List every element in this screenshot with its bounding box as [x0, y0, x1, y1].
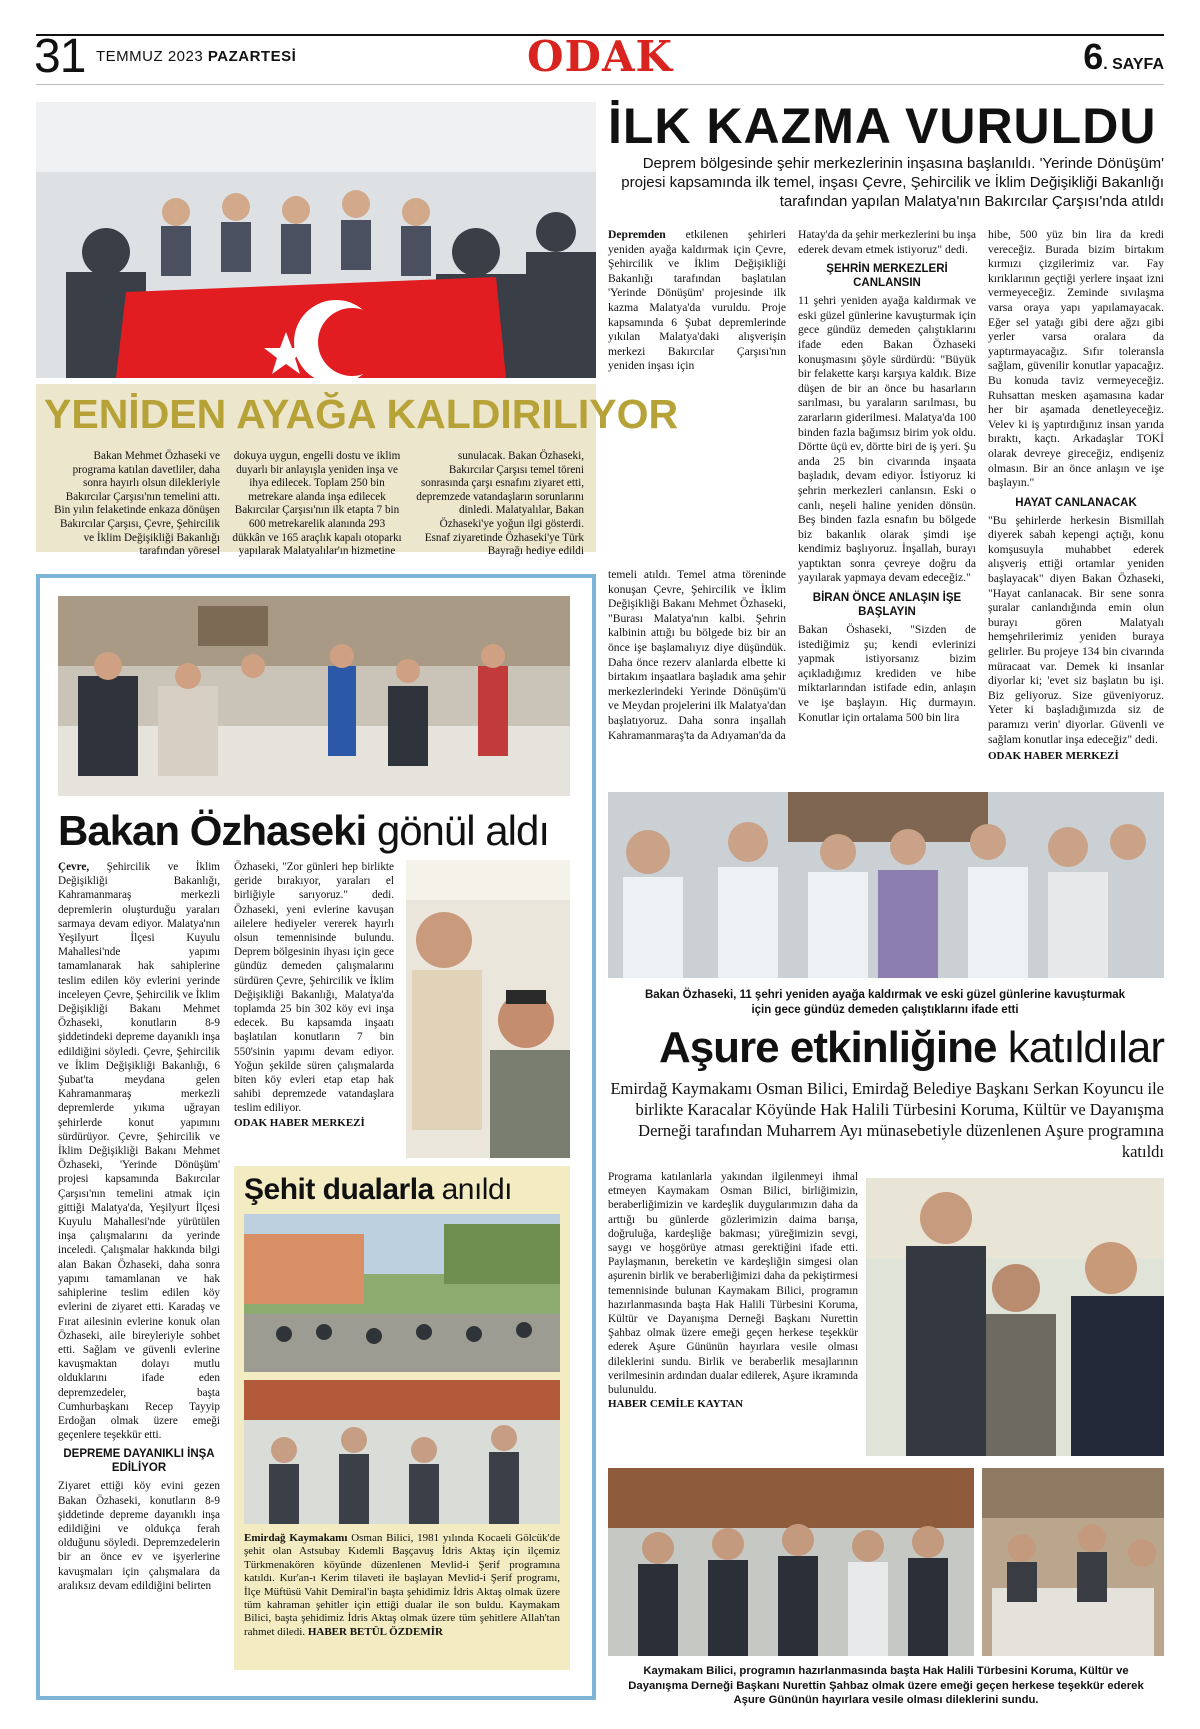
subheading-biran: BİRAN ÖNCE ANLAŞIN İŞE BAŞLAYIN — [812, 592, 962, 619]
subheading-sehrin: ŞEHRİN MERKEZLERİ CANLANSIN — [826, 263, 948, 290]
odak-logo — [520, 32, 680, 81]
ilk-kazma-deck: Deprem bölgesinde şehir merkezlerinin inşasına başlanıldı. 'Yerinde Dönüşüm' projesi kapsamında ilk temel, inşası Çevre, Şehircilik ve İklim Değişikliği Bakanlığı tarafından yapılan Malatya'nın Bakırcılar Çarşısı'nda atıldı — [621, 155, 1164, 210]
subheading-depreme: DEPREME DAYANIKLI İNŞA EDİLİYOR — [63, 1448, 215, 1475]
gonul-col1: Çevre, Şehircilik ve İklim Değişikliği Bakanlığı, Kahramanmaraş merkezli depremlerin oluşturduğu yaraları sarmaya devam ediyor. Malatya'nın Yeşilyurt İlçesi Kuyulu Mahallesi'nde yapımı tamamlanarak hak sahiplerine teslim edilen köy evlerini yerinde inceleyen Çevre, Şehircilik ve İklim Değişikliği Bakanı Mehmet Özhaseki, konutların 8-9 şiddetindeki depreme dayanıklı inşa edildiğini söyledi. Çevre, Şehircilik ve İklim Değişikliği Bakanlığı, 6 Şubat'ta meydana gelen Kahramanmaraş merkezli depremlerde yıkıma uğrayan şehirlerde konut yapımını sürdürüyor. Çevre, Şehircilik ve İklim Değişikliği Bakanı Mehmet Özhaseki, 'Yerinde Dönüşüm' projesi kapsamında Bakırcılar Çarşısı'nın temelini atmak için gittiği Malatya'da, Yeşilyurt İlçesi Kuyulu Mahallesi'nde yürütülen inşa çalışmalarını da yerinde inceledi. Çalışmalar hakkında bilgi alan Bakan Özhaseki, daha sonra yapımı tamamlanan ve hak sahiplerine teslim edilen köy evlerini de ziyaret etti. Karadaş ve Fırat ailesinin evlerine konuk olan Özhaseki, aile bireyleriyle sohbet etti. Sağlam ve güvenli evlerine kavuşmaktan dolayı mutlu olduklarını ifade eden depremzedeler, başta Cumhurbaşkanı Recep Tayyip Erdoğan olmak üzere emeği geçenlere teşekkür etti. DEPREME DAYANIKLI İNŞA EDİLİYOR Ziyaret ettiği köy evini gezen Bakan Özhaseki, konutların 8-9 şiddetinde depreme dayanıklı inşa edildiğini ve oldukça ferah olduğunu söyledi. Depremzedelerin bir an önce ev ve işyerlerine kavuşmaları için çalışmalara da aralıksız devam edildiğini belirten — [58, 861, 220, 1592]
asure-headline: Aşure etkinliğine katıldılar — [658, 1023, 1164, 1072]
ilk-kazma-headline: İLK KAZMA VURULDU — [608, 98, 1157, 154]
prayer-photo — [244, 1380, 560, 1524]
sehit-text: Emirdağ Kaymakamı Osman Bilici, 1981 yılında Kocaeli Gölcük'de şehit olan Astsubay Kıdemli Başçavuş İdris Aktaş için ilçemiz Türkmenakören köyünde düzenlenen Mevlid-i Şerif programına katıldı. Kur'an-ı Kerim tilaveti ile başlayan Mevlid-i Şerif programı, İlçe Müftüsü Vahit Demiral'in başta şehidimiz İdris Aktaş olmak üzere tüm kahraman şehitler için ettiği dualar ile son buldu. Kaymakam Bilici, başta şehidimiz İdris Aktaş olmak üzere tüm şehitlere Allah'tan rahmet diledi. HABER BETÜL ÖZDEMİR — [244, 1532, 560, 1638]
gonul-headline: Bakan Özhaseki gönül aldı — [58, 807, 549, 854]
asure-deck: Emirdağ Kaymakamı Osman Bilici, Emirdağ Belediye Başkanı Serkan Koyuncu ile birlikte Karacalar Köyünde Hak Halili Türbesini Koruma, Kültür ve Dayanışma Derneği tarafından Muharrem Ayı münasebetiyle düzenlenen Aşure programına katıldı — [610, 1079, 1164, 1161]
table-photo — [982, 1468, 1164, 1656]
mevlid-garden-photo — [244, 1214, 560, 1372]
bottom-photo-caption: Kaymakam Bilici, programın hazırlanmasında başta Hak Halili Türbesini Koruma, Kültür ve Dayanışma Derneği Başkanı Nurettin Şahbaz olmak üzere emeği geçen herkese teşekkür ederek Aşure Gününün hayırlara vesile olması dileklerini sundu. — [628, 1665, 1144, 1706]
flag-ceremony-photo — [36, 102, 596, 378]
crowd-photo-caption: Bakan Özhaseki, 11 şehri yeniden ayağa kaldırmak ve eski güzel günlerine kavuşturmak için gece gündüz demeden çalıştıklarını ifade etti — [644, 989, 1126, 1016]
sehit-headline: Şehit dualarla anıldı — [244, 1173, 512, 1206]
home-visit-photo — [58, 596, 570, 796]
credit-odak: ODAK HABER MERKEZİ — [988, 750, 1119, 763]
ilk-kazma-col3: hibe, 500 yüz bin lira da kredi vereceğiz. Burada bizim birtakım kırmızı çizgilerimiz var. Fay kırıklarının geçtiği yerlere inşaat izni vermeyeceğiz. Zeminde sıvılaşma varsa oraya yapı yapılamayacak. Eğer sel yatağı gibi dere ağzı gibi yerler varsa oralara da yaptırmayacağız. Sıfır toleransla sağlam, güvenilir konutlar yapacağız. Bu konuda taviz vermeyeceğiz. Ruhsattan mesken aşamasına kadar her bir aşamada denetleyeceğiz. Velev ki iş yaptırdığınız insan yarıda bıraktı, kaçtı. Arkadaşlar TOKİ olarak devreye gireceğiz, endişeniz olmasın. Bir an önce anlaşın ve işe başlayın." HAYAT CANLANACAK "Bu şehirlerde herkesin Bismillah diyerek sabah kepengi açtığı, konu komşusuyla muhabbet ederek alışveriş ettiği ortamlar yeniden başlayacak" diyen Bakan Özhaseki, "Hayat canlanacak. Bir sene sonra şuralar canlandığında emin olun burayı gören Malatyalı hemşehrilerimiz yeniden buraya gelirler. Bu projeye 134 bin civarında müracaat var. Demek ki insanlar diyorlar ki; 'evet siz başlatın bu işi. Biz geliyoruz. Size güveniyoruz. Yeter ki başladığımızda siz de paramızı verin' diyorlar. Güvenli ve sağlam konutlar inşa edeceğiz" dedi. ODAK HABER MERKEZİ — [988, 228, 1164, 763]
issue-day: 31 — [34, 30, 86, 83]
group-photo — [608, 1468, 974, 1656]
handshake-photo — [866, 1178, 1164, 1456]
minister-elder-photo — [406, 860, 570, 1158]
yeniden-col2: dokuya uygun, engelli dostu ve iklim duyarlı bir anlayışla yeniden inşa ve ihya edilecek. Toplam 250 bin metrekare alanda inşa edilecek Bakırcılar Çarşısı'nın ilk etapta 7 bin 600 metrekarelik alanında 293 dükkân ve 165 araçlık kapalı otoparkı yapılarak Malatyalılar'ın hizmetine — [232, 450, 402, 558]
issue-month-year: TEMMUZ 2023 — [96, 48, 204, 65]
ilk-kazma-col1: Depremden etkilenen şehirleri yeniden ayağa kaldırmak için Çevre, Şehircilik ve İklim Değişikliği Bakanlığı tarafından başlatılan 'Yerinde Dönüşüm' projesinde ilk kazma Malatya'da vuruldu. Proje kapsamında 6 Şubat depremlerinde yıkılan Malatya'daki alışverişin merkezi Bakırcılar Çarşısı'nın yeniden inşası için — [608, 228, 786, 373]
lead-word: Depremden — [608, 228, 666, 241]
crowd-greeting-photo — [608, 792, 1164, 978]
ilk-kazma-col1-cont: temeli atıldı. Temel atma töreninde konuşan Çevre, Şehircilik ve İklim Değişikliği Bakanı Mehmet Özhaseki, "Burası Malatya'nın kalbi. Şehrin kalbinin attığı bu bölgede biz bir an önce işe başlamalıyız diye düşündük. Daha önce rezerv alanlarda elbette ki birtakım inşaatlara başladık ama şehir merkezlerindeki Yerinde Dönüşüm'ü ve Meydan projelerini ilk Malatya'dan başlatıyoruz. Daha sonra inşallah Kahramanmaraş'ta da Adıyaman'da da — [608, 568, 786, 742]
ilk-kazma-col2: Hatay'da da şehir merkezlerini bu inşa ederek devam etmek istiyoruz" dedi. ŞEHRİN MERKEZLERİ CANLANSIN 11 şehri yeniden ayağa kaldırmak ve eski güzel günlerine kavuşturmak için gece gündüz demeden çalıştıklarını ifade eden Bakan Özhaseki konuşmasını şöyle sürdürdü: "Büyük bir felakette karşı karşıya kaldık. Bize düşen de bir an önce bu hasarların sarılması, bu yaraların sarılması, bu zararların giderilmesi. Malatya'da 100 binden fazla bağımsız birim yok oldu. Dörtte üçü ev, dörtte biri de iş yeri. Şu anda 25 bin civarında inşaata başladık, devam ediyor. İstiyoruz ki şehrin merkezleri canlansın. Eski o canlı, neşeli haline yeniden dönsün. Beş binden fazla esnafın bu bölgede biz bakanlık olarak şimdi işe kendimiz başlıyoruz. İnşallah, burayı yaptıktan sonra çevreye doğru da yayılarak yapmaya devam edeceğiz." BİRAN ÖNCE ANLAŞIN İŞE BAŞLAYIN Bakan Öshaseki, "Sizden de istediğimiz şu; kendi evlerinizi yapmak istiyorsanız bizim açıkladığımız krediden ve hibe miktarlarından istifade edin, anlaşın ve işe başlayın. Hiç durmayın. Konutlar için ortalama 500 bin lira — [798, 228, 976, 724]
logo-text: ODAK — [526, 32, 674, 81]
yeniden-headline: YENİDEN AYAĞA KALDIRILIYOR — [44, 391, 679, 437]
page-number: 6. SAYFA — [1083, 36, 1164, 77]
subheading-hayat: HAYAT CANLANACAK — [1015, 496, 1137, 509]
gonul-col2: Özhaseki, "Zor günleri hep birlikte geride bırakıyor, yaraları el birliğiyle sarıyoruz." dedi. Özhaseki, yeni evlerine kavuşan ailelere hediyeler vererek hayırlı olsun temennisinde bulundu. Deprem bölgesinin ihyası için gece gündüz demeden çalışmalarını sürdüren Çevre, Şehircilik ve İklim Değişikliği Bakanlığı, Malatya'da toplamda 25 bin 302 köy evi inşa edecek. Bu kapsamda inşaatı başlatılan konutların 7 bin 550'sinin yapımı devam ediyor. Yoğun şekilde süren çalışmalarda biten köy evleri etap etap hak sahibi depremzede vatandaşlara teslim ediliyor. ODAK HABER MERKEZİ — [234, 861, 394, 1129]
issue-date — [96, 48, 296, 65]
issue-weekday: PAZARTESİ — [207, 48, 297, 65]
yeniden-col3: sunulacak. Bakan Özhaseki, Bakırcılar Çarşısı temel töreni sonrasında çarşı esnafını ziyaret etti, depremzede vatandaşların sorunlarını dinledi. Malatyalılar, Bakan Özhaseki'ye yoğun ilgi gösterdi. Esnaf ziyaretinde Özhaseki'ye Türk Bayrağı hediye edildi — [416, 450, 584, 558]
yeniden-col1: Bakan Mehmet Özhaseki ve programa katılan davetliler, daha sonra hayırlı olsun dilekleriyle Bakırcılar Çarşısı'nın temelini attı. Bin yılın felaketinde enkaza dönüşen Bakırcılar Çarşısı, Çevre, Şehircilik ve İklim Değişikliği Bakanlığı tarafından yöresel — [54, 450, 220, 558]
asure-text: Programa katılanlarla yakından ilgilenmeyi ihmal etmeyen Kaymakam Osman Bilici, birliğimizin, beraberliğimizin ve kardeşlik duygularımızın daha da arttığı bu günlerde gözlerimizin daima barışa, doğruluğa, kardeşliğe bakması; yüreğimizin sevgi, saygı ve hoşgörüye atması gerektiğini ifade etti. Paylaşmanın, bereketin ve kardeşliğin simgesi olan aşurenin birlik ve beraberliğimizi daha da pekiştirmesi temennisinde bulunan Kaymakam Bilici, programın hazırlanmasında başta Hak Halili Türbesini Koruma, Kültür ve Dayanışma Derneği Başkanı Nurettin Şahbaz olmak üzere emeği geçen herkese teşekkür ederek Aşure Gününün hayırlara vesile olması dileklerini sundu. Birlik ve beraberlik mesajlarının verilmesinin ardından dualar edilerek, Aşure ikramında bulunuldu. HABER CEMİLE KAYTAN — [608, 1171, 858, 1411]
